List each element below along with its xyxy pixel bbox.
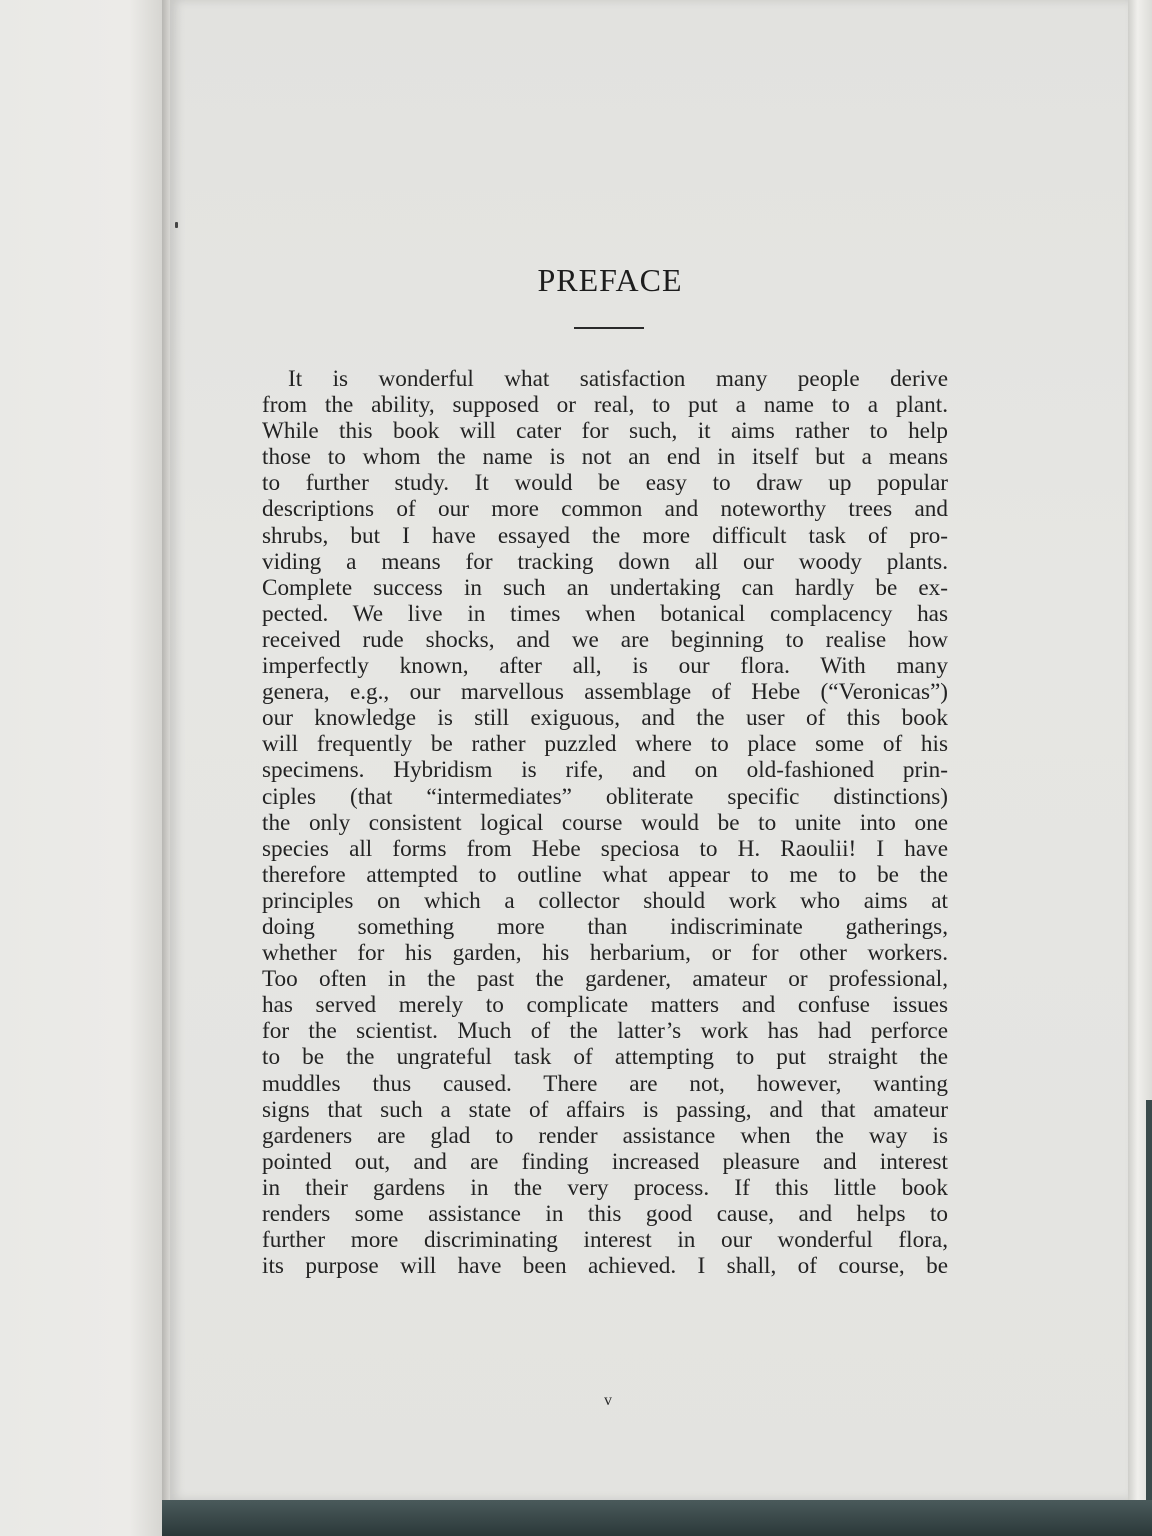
text-line: Too often in the past the gardener, amateur or professional,: [262, 966, 948, 993]
book-gutter: [162, 0, 170, 1536]
text-line: pected. We live in times when botanical complacency has: [262, 600, 948, 627]
text-line: principles on which a collector should work who aims at: [262, 887, 948, 914]
text-line: therefore attempted to outline what appear to me to be the: [262, 861, 948, 888]
text-line: species all forms from Hebe speciosa to H. Raoulii! I have: [262, 835, 948, 862]
book-cover-bottom: [162, 1500, 1152, 1536]
text-line: our knowledge is still exiguous, and the user of this book: [262, 705, 948, 732]
paper-speck: [175, 222, 178, 228]
text-line: specimens. Hybridism is rife, and on old-fashioned prin-: [262, 757, 948, 784]
text-line: It is wonderful what satisfaction many people derive: [288, 366, 948, 392]
text-line: in their gardens in the very process. If this little book: [262, 1174, 948, 1201]
text-line: to be the ungrateful task of attempting to put straight the: [262, 1044, 948, 1071]
text-line: doing something more than indiscriminate gatherings,: [262, 913, 948, 940]
text-line: signs that such a state of affairs is passing, and that amateur: [262, 1096, 948, 1123]
text-line: for the scientist. Much of the latter’s work has had perforce: [262, 1018, 948, 1045]
text-line: renders some assistance in this good cause, and helps to: [262, 1201, 948, 1227]
text-line: its purpose will have been achieved. I shall, of course, be: [262, 1253, 948, 1280]
text-line: shrubs, but I have essayed the more difficult task of pro-: [262, 522, 948, 549]
text-line: viding a means for tracking down all our woody plants.: [262, 548, 948, 575]
text-line: has served merely to complicate matters and confuse issues: [262, 992, 948, 1019]
text-line: the only consistent logical course would be to unite into one: [262, 809, 948, 836]
preface-body: [262, 366, 948, 1279]
text-line: Complete success in such an undertaking can hardly be ex-: [262, 574, 948, 601]
text-line: to further study. It would be easy to draw up popular: [262, 470, 948, 497]
left-blank-page: [0, 0, 162, 1536]
text-line: ciples (that “intermediates” obliterate specific distinctions): [262, 783, 948, 810]
text-line: from the ability, supposed or real, to put a name to a plant.: [262, 392, 948, 419]
page-number: v: [604, 1392, 612, 1409]
text-line: muddles thus caused. There are not, however, wanting: [262, 1070, 948, 1097]
text-line: received rude shocks, and we are beginning to realise how: [262, 626, 948, 653]
text-line: genera, e.g., our marvellous assemblage of Hebe (“Veronicas”): [262, 679, 948, 706]
page-heading: PREFACE: [537, 262, 683, 298]
text-line: imperfectly known, after all, is our flora. With many: [262, 653, 948, 680]
text-line: whether for his garden, his herbarium, or for other workers.: [262, 940, 948, 967]
book-cover-edge: [1146, 1100, 1152, 1536]
text-line: will frequently be rather puzzled where to place some of his: [262, 731, 948, 758]
text-line: descriptions of our more common and noteworthy trees and: [262, 496, 948, 523]
text-line: pointed out, and are finding increased pleasure and interest: [262, 1148, 948, 1175]
text-line: While this book will cater for such, it aims rather to help: [262, 418, 948, 445]
text-line: gardeners are glad to render assistance when the way is: [262, 1122, 948, 1149]
text-line: those to whom the name is not an end in itself but a means: [262, 444, 948, 471]
heading-rule: [574, 327, 644, 329]
text-line: further more discriminating interest in our wonderful flora,: [262, 1227, 948, 1254]
